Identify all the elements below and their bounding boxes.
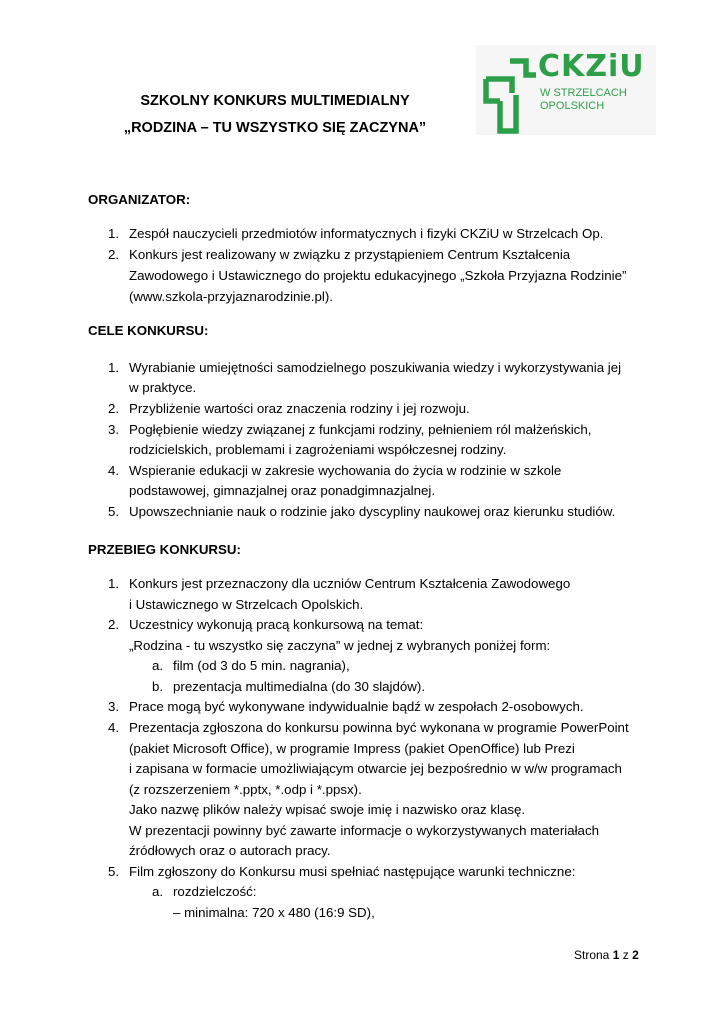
list-item-text: źródłowych oraz o autorach pracy. bbox=[129, 843, 331, 858]
list-item-text: Upowszechnianie nauk o rodzinie jako dyscypliny naukowej oraz kierunku studiów. bbox=[129, 504, 616, 519]
logo-name: CKZiU bbox=[538, 49, 645, 84]
section-heading-cele: CELE KONKURSU: bbox=[88, 323, 209, 338]
logo-sub1: W STRZELCACH bbox=[540, 87, 627, 99]
sublist-item-text: prezentacja multimedialna (do 30 slajdów). bbox=[173, 679, 426, 694]
list-item-text: i zapisana w formacie umożliwiającym otwarcie jej bezpośrednio w w/w programach bbox=[129, 761, 622, 776]
list-number: 2. bbox=[108, 617, 120, 632]
list-number: 4. bbox=[108, 463, 120, 478]
list-number: 4. bbox=[108, 720, 120, 735]
list-number: 2. bbox=[108, 247, 120, 262]
logo-subtitle bbox=[540, 87, 627, 113]
list-item-text: Uczestnicy wykonują pracą konkursową na temat: bbox=[129, 617, 424, 632]
sublist-letter: a. bbox=[152, 884, 164, 899]
list-item-text: „Rodzina - tu wszystko się zaczyna” w jednej z wybranych poniżej form: bbox=[129, 638, 551, 653]
sublist-letter: b. bbox=[152, 679, 164, 694]
list-number: 1. bbox=[108, 226, 120, 241]
list-item-text: Przybliżenie wartości oraz znaczenia rodziny i jej rozwoju. bbox=[129, 401, 470, 416]
list-item-text: podstawowej, gimnazjalnej oraz ponadgimnazjalnej. bbox=[129, 483, 436, 498]
list-item-text: (pakiet Microsoft Office), w programie Impress (pakiet OpenOffice) lub Prezi bbox=[129, 741, 575, 756]
list-item-text: i Ustawicznego w Strzelcach Opolskich. bbox=[129, 597, 364, 612]
list-number: 1. bbox=[108, 360, 120, 375]
sublist-item-text: film (od 3 do 5 min. nagrania), bbox=[173, 658, 350, 673]
sublist-letter: a. bbox=[152, 658, 164, 673]
list-item-text: Prezentacja zgłoszona do konkursu powinna być wykonana w programie PowerPoint bbox=[129, 720, 629, 735]
list-number: 3. bbox=[108, 699, 120, 714]
section-heading-przebieg: PRZEBIEG KONKURSU: bbox=[88, 542, 241, 557]
list-number: 3. bbox=[108, 422, 120, 437]
list-item-text: Zawodowego i Ustawicznego do projektu edukacyjnego „Szkoła Przyjazna Rodzinie” bbox=[129, 268, 627, 283]
list-number: 2. bbox=[108, 401, 120, 416]
list-item-text: w praktyce. bbox=[129, 380, 197, 395]
list-number: 5. bbox=[108, 864, 120, 879]
page-title-line1: SZKOLNY KONKURS MULTIMEDIALNY bbox=[140, 93, 410, 109]
list-item-text: Wyrabianie umiejętności samodzielnego poszukiwania wiedzy i wykorzystywania jej bbox=[129, 360, 622, 375]
list-number: 5. bbox=[108, 504, 120, 519]
logo-sub2: OPOLSKICH bbox=[540, 100, 605, 112]
list-item-text: Konkurs jest przeznaczony dla uczniów Centrum Kształcenia Zawodowego bbox=[129, 576, 571, 591]
list-item-link-text: (www.szkola-przyjaznarodzinie.pl). bbox=[129, 289, 333, 304]
list-item-text: Jako nazwę plików należy wpisać swoje imię i nazwisko oraz klasę. bbox=[129, 802, 526, 817]
page-footer bbox=[574, 948, 639, 962]
sublist-item-text: rozdzielczość: bbox=[173, 884, 257, 899]
section-heading-organizator: ORGANIZATOR: bbox=[88, 192, 191, 207]
footer-separator: z bbox=[622, 948, 629, 962]
list-number: 1. bbox=[108, 576, 120, 591]
footer-total-pages: 2 bbox=[632, 948, 639, 962]
list-item-text: Pogłębienie wiedzy związanej z funkcjami rodziny, pełnieniem ról małżeńskich, bbox=[129, 422, 592, 437]
list-item-text: Film zgłoszony do Konkursu musi spełniać następujące warunki techniczne: bbox=[129, 864, 576, 879]
footer-page-number: 1 bbox=[612, 948, 620, 962]
list-item-text: (z rozszerzeniem *.pptx, *.odp i *.ppsx). bbox=[129, 782, 362, 797]
list-item-text: Konkurs jest realizowany w związku z przystąpieniem Centrum Kształcenia bbox=[129, 247, 571, 262]
list-item-text: Zespół nauczycieli przedmiotów informatycznych i fizyki CKZiU w Strzelcach Op. bbox=[129, 226, 604, 241]
sublist-item-detail: – minimalna: 720 x 480 (16:9 SD), bbox=[173, 905, 375, 920]
list-item-text: rodzicielskich, problemami i zagrożeniami współczesnej rodziny. bbox=[129, 442, 507, 457]
list-item-text: Prace mogą być wykonywane indywidualnie bądź w zespołach 2-osobowych. bbox=[129, 699, 584, 714]
footer-label: Strona bbox=[574, 948, 610, 962]
page-title-line2: „RODZINA – TU WSZYSTKO SIĘ ZACZYNA” bbox=[123, 120, 427, 136]
list-item-text: W prezentacji powinny być zawarte informacje o wykorzystywanych materiałach bbox=[129, 823, 600, 838]
list-item-text: Wspieranie edukacji w zakresie wychowania do życia w rodzinie w szkole bbox=[129, 463, 562, 478]
